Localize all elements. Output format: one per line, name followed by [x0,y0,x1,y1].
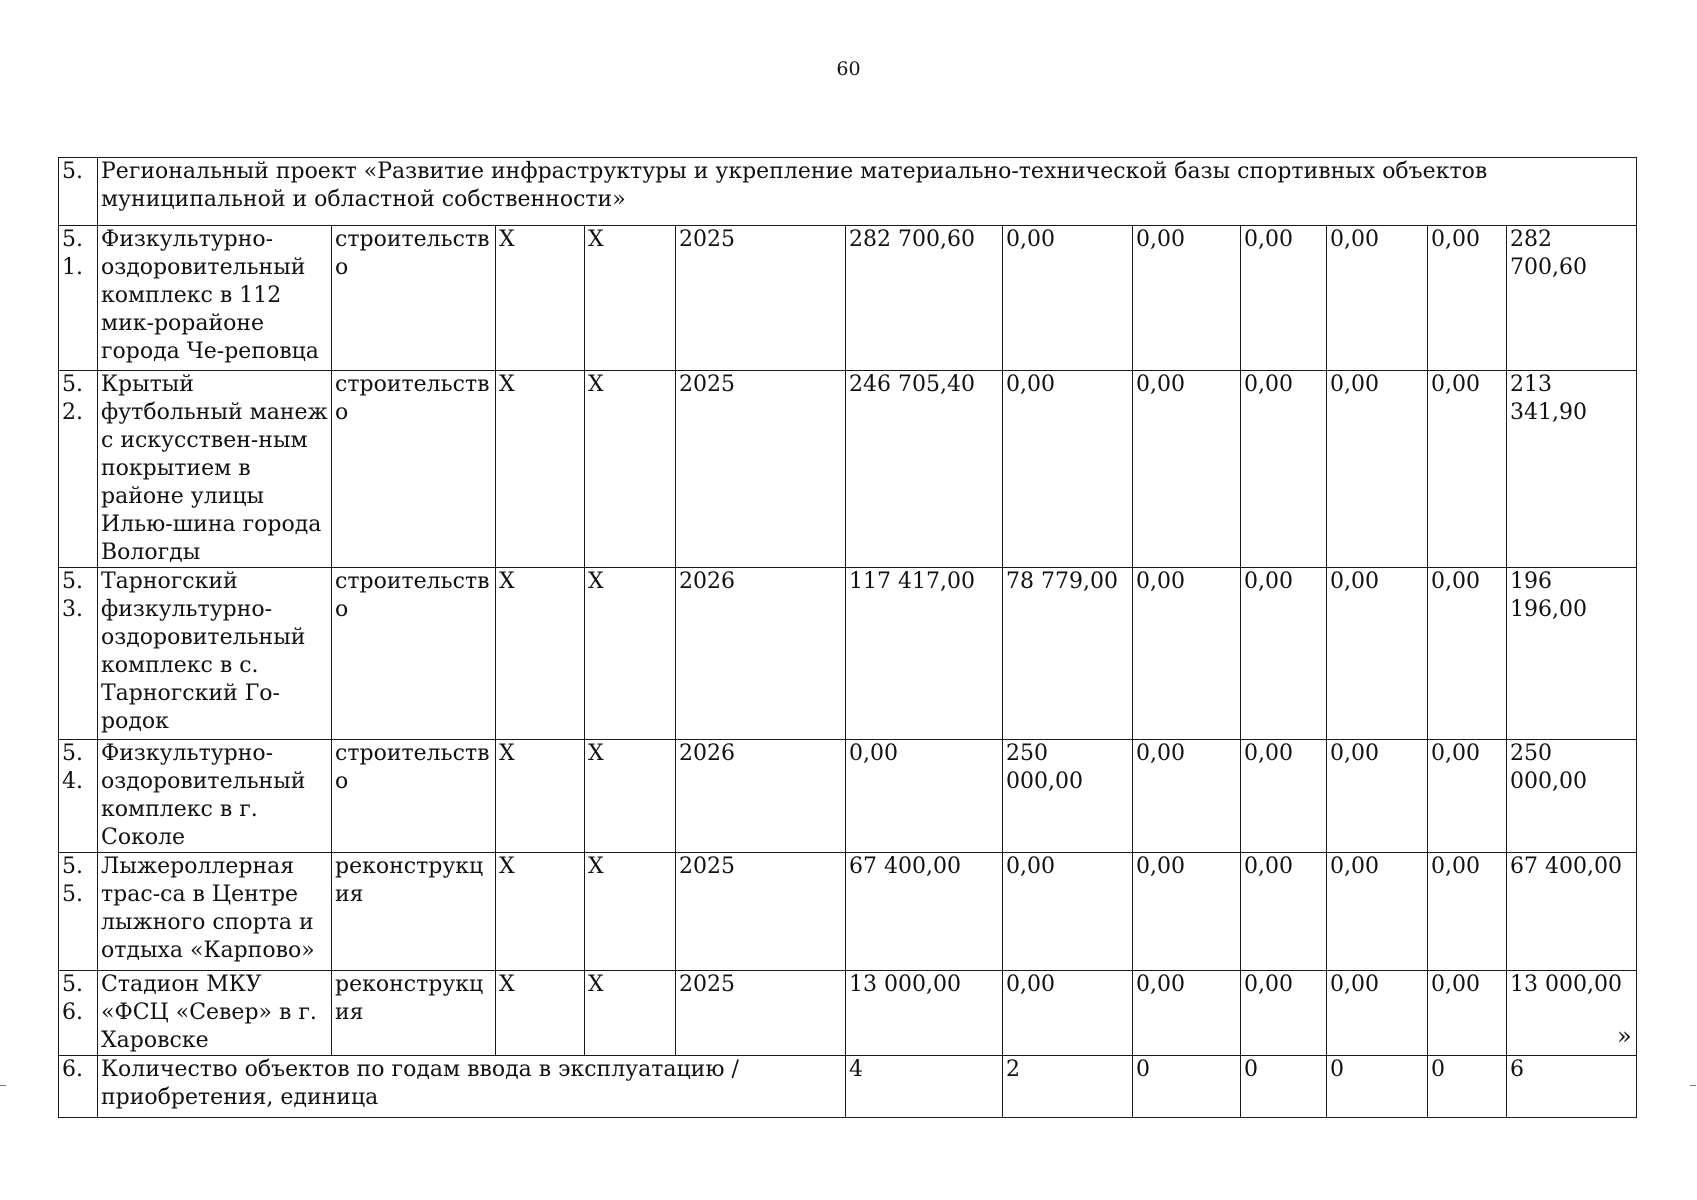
year-cell: 2026 [676,740,846,853]
cell-x-2: Х [585,971,676,1056]
value-2: 0,00 [1003,371,1133,568]
value-3: 0,00 [1133,371,1241,568]
value-1: 0,00 [846,740,1003,853]
value-3: 0,00 [1133,568,1241,740]
margin-mark-right [1690,1085,1696,1086]
summary-total: 6 [1507,1056,1637,1118]
object-name: Крытый футбольный манеж с искусствен-ным покрытием в районе улицы Илью-шина города Вологды [98,371,332,568]
section-number: 5. [59,158,98,226]
value-4: 0,00 [1241,740,1327,853]
table-row [59,568,1637,740]
value-3: 0,00 [1133,971,1241,1056]
value-1: 67 400,00 [846,853,1003,971]
cell-x-1: Х [496,971,585,1056]
closing-quote-mark: » [1617,1022,1632,1050]
table-row [59,371,1637,568]
summary-row [59,1056,1637,1118]
value-2: 0,00 [1003,853,1133,971]
value-2: 250 000,00 [1003,740,1133,853]
value-6: 0,00 [1428,740,1507,853]
table-row [59,971,1637,1056]
object-name: Тарногский физкультурно-оздоровительный комплекс в с. Тарногский Го-родок [98,568,332,740]
work-type: реконструкция [332,971,496,1056]
total-value: 67 400,00 [1507,853,1637,971]
section-row [59,158,1637,226]
margin-mark-left [0,1085,6,1086]
section-title: Региональный проект «Развитие инфраструктуры и укрепление материально-технической базы спортивных объектов муниципальной и областной собственности» [98,158,1637,226]
work-type: строительство [332,371,496,568]
row-number: 5.2. [59,371,98,568]
total-value: 250 000,00 [1507,740,1637,853]
row-number: 5.1. [59,226,98,371]
value-3: 0,00 [1133,853,1241,971]
value-4: 0,00 [1241,568,1327,740]
value-4: 0,00 [1241,226,1327,371]
object-name: Стадион МКУ «ФСЦ «Север» в г. Харовске [98,971,332,1056]
project-table [58,157,1637,1118]
summary-value-4: 0 [1241,1056,1327,1118]
value-5: 0,00 [1327,371,1428,568]
value-2: 0,00 [1003,226,1133,371]
value-5: 0,00 [1327,971,1428,1056]
table-row [59,853,1637,971]
total-value: 213 341,90 [1507,371,1637,568]
cell-x-2: Х [585,371,676,568]
cell-x-1: Х [496,568,585,740]
summary-value-2: 2 [1003,1056,1133,1118]
total-value: 13 000,00 [1507,971,1637,1056]
value-3: 0,00 [1133,226,1241,371]
year-cell: 2025 [676,371,846,568]
value-5: 0,00 [1327,568,1428,740]
table-row [59,740,1637,853]
work-type: строительство [332,568,496,740]
cell-x-1: Х [496,226,585,371]
summary-value-3: 0 [1133,1056,1241,1118]
cell-x-2: Х [585,226,676,371]
cell-x-2: Х [585,568,676,740]
cell-x-1: Х [496,740,585,853]
value-5: 0,00 [1327,740,1428,853]
total-value: 282 700,60 [1507,226,1637,371]
value-4: 0,00 [1241,971,1327,1056]
value-4: 0,00 [1241,853,1327,971]
object-name: Лыжероллерная трас-са в Центре лыжного спорта и отдыха «Карпово» [98,853,332,971]
value-2: 0,00 [1003,971,1133,1056]
summary-value-1: 4 [846,1056,1003,1118]
value-2: 78 779,00 [1003,568,1133,740]
total-value: 196 196,00 [1507,568,1637,740]
row-number: 5.6. [59,971,98,1056]
cell-x-1: Х [496,853,585,971]
summary-number: 6. [59,1056,98,1118]
work-type: строительство [332,740,496,853]
value-1: 13 000,00 [846,971,1003,1056]
row-number: 5.5. [59,853,98,971]
object-name: Физкультурно-оздоровительный комплекс в 112 мик-рорайоне города Че-реповца [98,226,332,371]
value-5: 0,00 [1327,853,1428,971]
year-cell: 2026 [676,568,846,740]
value-1: 117 417,00 [846,568,1003,740]
value-6: 0,00 [1428,226,1507,371]
year-cell: 2025 [676,226,846,371]
work-type: реконструкция [332,853,496,971]
table-row [59,226,1637,371]
cell-x-1: Х [496,371,585,568]
row-number: 5.3. [59,568,98,740]
value-1: 282 700,60 [846,226,1003,371]
value-4: 0,00 [1241,371,1327,568]
value-3: 0,00 [1133,740,1241,853]
value-6: 0,00 [1428,853,1507,971]
year-cell: 2025 [676,853,846,971]
cell-x-2: Х [585,853,676,971]
year-cell: 2025 [676,971,846,1056]
summary-value-6: 0 [1428,1056,1507,1118]
page-number: 60 [836,58,861,80]
row-number: 5.4. [59,740,98,853]
value-1: 246 705,40 [846,371,1003,568]
value-6: 0,00 [1428,371,1507,568]
summary-value-5: 0 [1327,1056,1428,1118]
value-5: 0,00 [1327,226,1428,371]
cell-x-2: Х [585,740,676,853]
value-6: 0,00 [1428,971,1507,1056]
work-type: строительство [332,226,496,371]
value-6: 0,00 [1428,568,1507,740]
summary-label: Количество объектов по годам ввода в эксплуатацию / приобретения, единица [98,1056,846,1118]
object-name: Физкультурно-оздоровительный комплекс в г. Соколе [98,740,332,853]
